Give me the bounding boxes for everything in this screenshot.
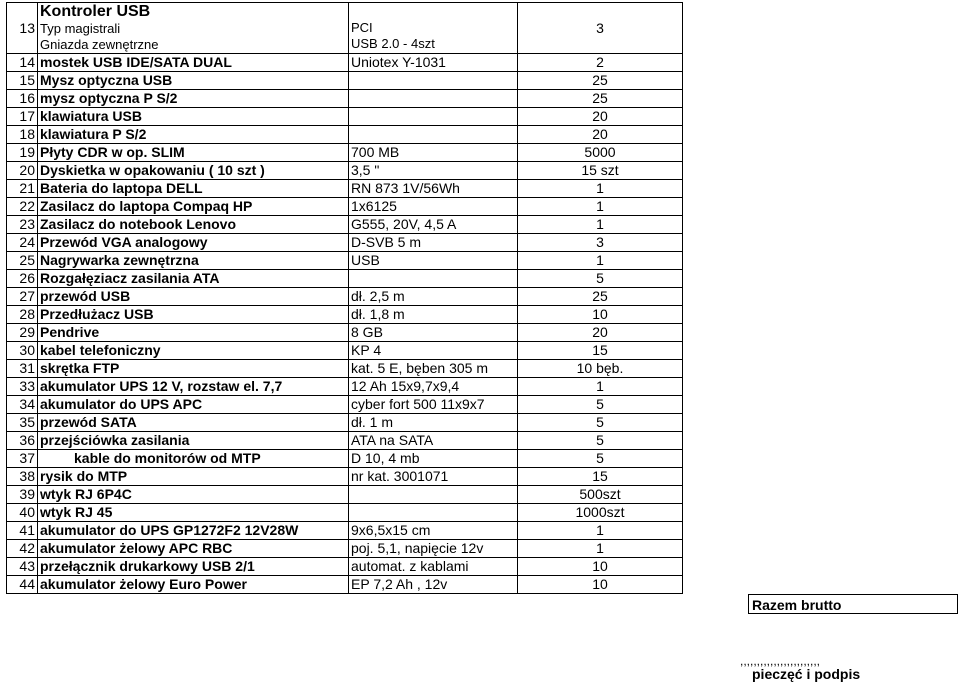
item-spec: kat. 5 E, bęben 305 m xyxy=(349,360,518,378)
item-spec xyxy=(349,270,518,288)
item-spec: automat. z kablami xyxy=(349,558,518,576)
row-number: 43 xyxy=(7,558,38,576)
item-qty: 5 xyxy=(518,450,683,468)
table-row xyxy=(7,252,683,270)
item-spec: 12 Ah 15x9,7x9,4 xyxy=(349,378,518,396)
item-name: Mysz optyczna USB xyxy=(38,72,349,90)
item-name: Rozgałęziacz zasilania ATA xyxy=(38,270,349,288)
item-qty: 1 xyxy=(518,252,683,270)
item-name: Płyty CDR w op. SLIM xyxy=(38,144,349,162)
item-name: Pendrive xyxy=(38,324,349,342)
row-number: 33 xyxy=(7,378,38,396)
row-number: 30 xyxy=(7,342,38,360)
row-number: 16 xyxy=(7,90,38,108)
item-qty: 1000szt xyxy=(518,504,683,522)
row-number: 28 xyxy=(7,306,38,324)
item-qty: 10 bęb. xyxy=(518,360,683,378)
table-row xyxy=(7,558,683,576)
row-number: 22 xyxy=(7,198,38,216)
row-number: 36 xyxy=(7,432,38,450)
row-number: 42 xyxy=(7,540,38,558)
row-number: 20 xyxy=(7,162,38,180)
item-qty: 15 szt xyxy=(518,162,683,180)
item-name: akumulator żelowy APC RBC xyxy=(38,540,349,558)
item-spec: dł. 2,5 m xyxy=(349,288,518,306)
item-spec: poj. 5,1, napięcie 12v xyxy=(349,540,518,558)
row-number: 41 xyxy=(7,522,38,540)
row-number: 25 xyxy=(7,252,38,270)
table-row xyxy=(7,108,683,126)
item-spec: ATA na SATA xyxy=(349,432,518,450)
table-row xyxy=(7,126,683,144)
row-number: 15 xyxy=(7,72,38,90)
row-number: 13 xyxy=(7,3,38,54)
row-number: 39 xyxy=(7,486,38,504)
table-row xyxy=(7,432,683,450)
row-number: 24 xyxy=(7,234,38,252)
item-attr-value: PCI xyxy=(351,20,373,35)
item-qty: 5 xyxy=(518,432,683,450)
item-qty: 20 xyxy=(518,324,683,342)
item-name: wtyk RJ 6P4C xyxy=(38,486,349,504)
item-spec: USB xyxy=(349,252,518,270)
row-number: 35 xyxy=(7,414,38,432)
item-name: akumulator UPS 12 V, rozstaw el. 7,7 xyxy=(38,378,349,396)
item-qty: 20 xyxy=(518,126,683,144)
item-name: mysz optyczna P S/2 xyxy=(38,90,349,108)
table-row xyxy=(7,54,683,72)
row-number: 31 xyxy=(7,360,38,378)
table-row xyxy=(7,360,683,378)
item-name: skrętka FTP xyxy=(38,360,349,378)
item-qty: 20 xyxy=(518,108,683,126)
item-spec: 700 MB xyxy=(349,144,518,162)
item-name: kabel telefoniczny xyxy=(38,342,349,360)
item-spec: 9x6,5x15 cm xyxy=(349,522,518,540)
item-spec xyxy=(349,72,518,90)
table-row xyxy=(7,90,683,108)
item-qty: 1 xyxy=(518,378,683,396)
table-row xyxy=(7,450,683,468)
item-spec: D 10, 4 mb xyxy=(349,450,518,468)
item-name: przejściówka zasilania xyxy=(38,432,349,450)
table-row xyxy=(7,576,683,594)
item-qty: 25 xyxy=(518,288,683,306)
item-qty: 3 xyxy=(518,234,683,252)
item-qty: 1 xyxy=(518,216,683,234)
item-qty: 10 xyxy=(518,306,683,324)
item-qty: 3 xyxy=(518,3,683,54)
table-row xyxy=(7,162,683,180)
row-number: 18 xyxy=(7,126,38,144)
row-number: 26 xyxy=(7,270,38,288)
item-qty: 2 xyxy=(518,54,683,72)
item-spec: cyber fort 500 11x9x7 xyxy=(349,396,518,414)
table-row xyxy=(7,144,683,162)
table-row xyxy=(7,180,683,198)
item-name: Zasilacz do laptopa Compaq HP xyxy=(38,198,349,216)
item-attr-label: Typ magistrali xyxy=(40,21,121,36)
item-spec: RN 873 1V/56Wh xyxy=(349,180,518,198)
item-qty: 15 xyxy=(518,468,683,486)
item-name: przewód USB xyxy=(38,288,349,306)
item-name: przewód SATA xyxy=(38,414,349,432)
table-row xyxy=(7,3,683,54)
spreadsheet xyxy=(6,2,683,594)
table-row xyxy=(7,306,683,324)
item-qty: 1 xyxy=(518,180,683,198)
item-spec: D-SVB 5 m xyxy=(349,234,518,252)
item-spec xyxy=(349,90,518,108)
row-number: 44 xyxy=(7,576,38,594)
signature-line: ,,,,,,,,,,,,,,,,,,,,,,,, xyxy=(740,654,821,668)
item-qty: 5 xyxy=(518,396,683,414)
item-qty: 1 xyxy=(518,540,683,558)
row-number: 17 xyxy=(7,108,38,126)
row-number: 19 xyxy=(7,144,38,162)
item-name-cell xyxy=(38,3,349,54)
item-qty: 10 xyxy=(518,576,683,594)
table-row xyxy=(7,288,683,306)
item-title: Kontroler USB xyxy=(40,3,151,20)
row-number: 29 xyxy=(7,324,38,342)
table-row xyxy=(7,396,683,414)
item-name: wtyk RJ 45 xyxy=(38,504,349,522)
item-name: kable do monitorów od MTP xyxy=(38,450,349,468)
item-name: akumulator żelowy Euro Power xyxy=(38,576,349,594)
item-spec: KP 4 xyxy=(349,342,518,360)
item-spec: 3,5 " xyxy=(349,162,518,180)
item-qty: 25 xyxy=(518,90,683,108)
item-spec xyxy=(349,486,518,504)
item-name: rysik do MTP xyxy=(38,468,349,486)
item-name: Przewód VGA analogowy xyxy=(38,234,349,252)
item-qty: 5000 xyxy=(518,144,683,162)
table-row xyxy=(7,540,683,558)
item-name: mostek USB IDE/SATA DUAL xyxy=(38,54,349,72)
table-row xyxy=(7,270,683,288)
item-qty: 1 xyxy=(518,198,683,216)
item-qty: 5 xyxy=(518,270,683,288)
item-name: klawiatura P S/2 xyxy=(38,126,349,144)
item-spec: dł. 1 m xyxy=(349,414,518,432)
order-table xyxy=(6,2,683,594)
item-qty: 25 xyxy=(518,72,683,90)
row-number: 37 xyxy=(7,450,38,468)
table-row xyxy=(7,198,683,216)
item-spec: 1x6125 xyxy=(349,198,518,216)
item-name: Przedłużacz USB xyxy=(38,306,349,324)
table-row xyxy=(7,504,683,522)
item-name: akumulator do UPS APC xyxy=(38,396,349,414)
row-number: 21 xyxy=(7,180,38,198)
signature-label: pieczęć i podpis xyxy=(752,666,861,682)
table-row xyxy=(7,468,683,486)
item-spec xyxy=(349,108,518,126)
item-name: Nagrywarka zewnętrzna xyxy=(38,252,349,270)
total-gross-label: Razem brutto xyxy=(748,594,958,614)
table-row xyxy=(7,378,683,396)
item-qty: 1 xyxy=(518,522,683,540)
item-name: Bateria do laptopa DELL xyxy=(38,180,349,198)
row-number: 40 xyxy=(7,504,38,522)
row-number: 23 xyxy=(7,216,38,234)
item-name: klawiatura USB xyxy=(38,108,349,126)
item-qty: 15 xyxy=(518,342,683,360)
table-row xyxy=(7,216,683,234)
row-number: 34 xyxy=(7,396,38,414)
table-row xyxy=(7,522,683,540)
table-row xyxy=(7,324,683,342)
table-row xyxy=(7,342,683,360)
item-name: Dyskietka w opakowaniu ( 10 szt ) xyxy=(38,162,349,180)
row-number: 14 xyxy=(7,54,38,72)
item-qty: 10 xyxy=(518,558,683,576)
row-number: 38 xyxy=(7,468,38,486)
table-row xyxy=(7,486,683,504)
item-spec xyxy=(349,504,518,522)
item-spec: dł. 1,8 m xyxy=(349,306,518,324)
table-row xyxy=(7,234,683,252)
table-row xyxy=(7,414,683,432)
item-qty: 5 xyxy=(518,414,683,432)
item-spec: G555, 20V, 4,5 A xyxy=(349,216,518,234)
item-spec xyxy=(349,126,518,144)
item-attr-value: USB 2.0 - 4szt xyxy=(351,36,435,51)
item-name: przełącznik drukarkowy USB 2/1 xyxy=(38,558,349,576)
row-number: 27 xyxy=(7,288,38,306)
item-spec: nr kat. 3001071 xyxy=(349,468,518,486)
item-name: akumulator do UPS GP1272F2 12V28W xyxy=(38,522,349,540)
item-attr-label: Gniazda zewnętrzne xyxy=(40,37,159,52)
item-name: Zasilacz do notebook Lenovo xyxy=(38,216,349,234)
item-spec: EP 7,2 Ah , 12v xyxy=(349,576,518,594)
item-spec: Uniotex Y-1031 xyxy=(349,54,518,72)
item-spec-cell xyxy=(349,3,518,54)
table-row xyxy=(7,72,683,90)
item-qty: 500szt xyxy=(518,486,683,504)
item-spec: 8 GB xyxy=(349,324,518,342)
